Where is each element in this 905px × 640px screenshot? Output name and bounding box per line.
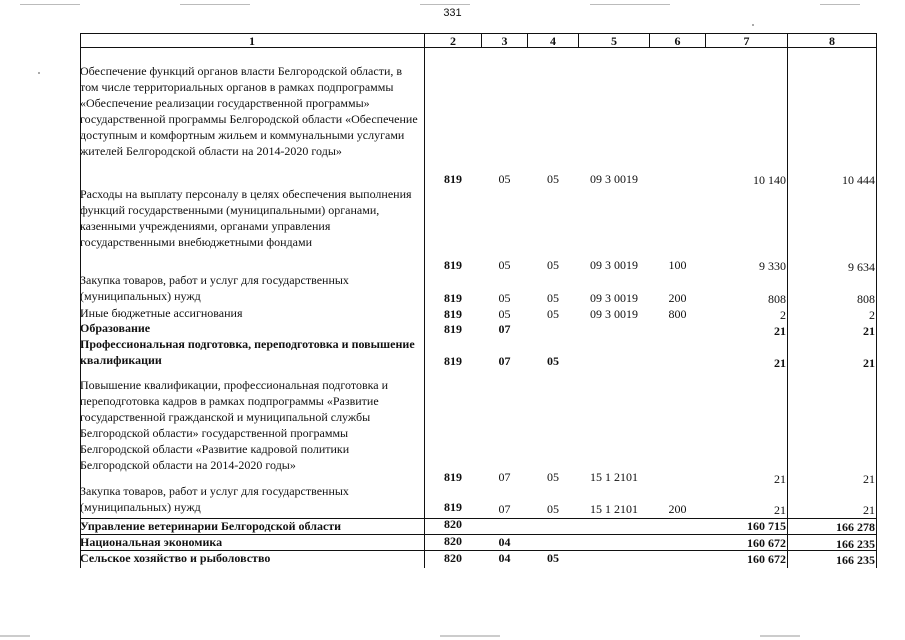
scan-artifact (440, 635, 500, 637)
cell-subsection: 05 (547, 354, 559, 368)
cell-admin-code: 819 (444, 500, 462, 514)
column-rule (876, 33, 877, 568)
scan-artifact (20, 4, 80, 5)
row-name: Расходы на выплату персоналу в целях обеспечения выполнения функций государственными (муниципальными) органами, казенными учреждениями, органами управления государственными внебюджетными фондами (80, 187, 412, 249)
header-col-1: 1 (249, 34, 255, 48)
cell-amount-col8: 166 235 (836, 537, 875, 551)
cell-target-article: 15 1 2101 (590, 470, 638, 484)
cell-amount-col7: 2 (780, 308, 786, 322)
cell-target-article: 09 3 0019 (590, 291, 638, 305)
cell-expense-type: 200 (668, 291, 687, 305)
cell-admin-code: 820 (444, 534, 462, 548)
page-number: 331 (443, 7, 462, 19)
row-name: Сельское хозяйство и рыболовство (80, 551, 271, 565)
cell-admin-code: 819 (444, 307, 462, 321)
cell-amount-col7: 21 (774, 472, 786, 486)
cell-admin-code: 819 (444, 322, 462, 336)
row-name: Закупка товаров, работ и услуг для государственных (муниципальных) нужд (80, 484, 349, 514)
cell-subsection: 05 (547, 258, 559, 272)
cell-target-article: 09 3 0019 (590, 307, 638, 321)
cell-amount-col7: 21 (774, 356, 786, 370)
cell-amount-col8: 2 (869, 308, 875, 322)
cell-amount-col7: 160 715 (747, 519, 786, 533)
scan-artifact (180, 4, 250, 5)
scan-artifact (38, 72, 40, 74)
cell-section: 07 (498, 322, 511, 336)
cell-amount-col7: 9 330 (759, 259, 786, 273)
cell-section: 05 (498, 172, 511, 186)
header-col-7: 7 (743, 34, 750, 48)
cell-expense-type: 200 (668, 502, 687, 516)
cell-amount-col7: 10 140 (753, 173, 786, 187)
cell-admin-code: 819 (444, 354, 462, 368)
header-col-3: 3 (501, 34, 508, 48)
cell-admin-code: 819 (444, 172, 462, 186)
header-col-6: 6 (674, 34, 681, 48)
cell-target-article: 09 3 0019 (590, 258, 638, 272)
row-name: Обеспечение функций органов власти Белгородской области, в том числе территориальных органов в рамках подпрограммы «Обеспечение реализации государственной программы» государственной программы Белгородской области «Обеспечение доступным и комфортным жильем и коммунальными услугами жителей Белгородской области на 2014-2020 годы» (80, 64, 418, 158)
cell-section: 05 (498, 307, 511, 321)
cell-subsection: 05 (547, 502, 559, 516)
scan-artifact (752, 24, 754, 26)
cell-expense-type: 800 (668, 307, 687, 321)
cell-subsection: 05 (547, 172, 559, 186)
cell-admin-code: 819 (444, 291, 462, 305)
column-rule (787, 33, 788, 568)
header-col-2: 2 (450, 34, 456, 48)
scan-artifact (820, 4, 860, 5)
header-col-5: 5 (611, 34, 617, 48)
cell-section: 07 (498, 354, 511, 368)
row-name: Закупка товаров, работ и услуг для государственных (муниципальных) нужд (80, 273, 349, 303)
cell-subsection: 05 (547, 470, 559, 484)
cell-target-article: 15 1 2101 (590, 502, 638, 516)
cell-admin-code: 820 (444, 551, 462, 565)
cell-target-article: 09 3 0019 (590, 172, 638, 186)
cell-amount-col8: 166 235 (836, 553, 875, 567)
cell-section: 04 (498, 551, 511, 565)
cell-amount-col8: 10 444 (842, 173, 875, 187)
cell-amount-col8: 21 (863, 472, 875, 486)
scan-artifact (590, 4, 670, 5)
row-name: Образование (80, 321, 151, 335)
cell-amount-col8: 21 (863, 503, 875, 517)
cell-amount-col7: 21 (774, 503, 786, 517)
cell-amount-col8: 166 278 (836, 520, 875, 534)
cell-amount-col7: 21 (774, 324, 786, 338)
cell-section: 05 (498, 258, 511, 272)
cell-subsection: 05 (547, 307, 559, 321)
header-col-4: 4 (550, 34, 556, 48)
cell-section: 07 (498, 502, 511, 516)
row-name: Национальная экономика (80, 535, 223, 549)
scan-artifact (0, 635, 30, 637)
row-name: Управление ветеринарии Белгородской области (80, 519, 342, 533)
cell-amount-col8: 9 634 (848, 260, 875, 274)
scan-artifact (760, 635, 800, 637)
cell-section: 07 (498, 470, 511, 484)
cell-section: 05 (498, 291, 511, 305)
cell-admin-code: 819 (444, 258, 462, 272)
cell-subsection: 05 (547, 291, 559, 305)
cell-amount-col8: 21 (863, 324, 875, 338)
row-name: Профессиональная подготовка, переподготовка и повышение квалификации (80, 337, 415, 367)
cell-amount-col7: 160 672 (747, 552, 786, 566)
scan-artifact (420, 4, 470, 5)
cell-amount-col8: 21 (863, 356, 875, 370)
cell-amount-col7: 808 (768, 292, 786, 306)
cell-subsection: 05 (547, 551, 559, 565)
row-name: Повышение квалификации, профессиональная подготовка и переподготовка кадров в рамках подпрограммы «Развитие государственной гражданской и муниципальной службы Белгородской области» государственной программы Белгородской области «Развитие кадровой политики Белгородской области на 2014-2020 годы» (80, 378, 389, 472)
cell-amount-col7: 160 672 (747, 536, 786, 550)
cell-admin-code: 819 (444, 470, 462, 484)
cell-amount-col8: 808 (857, 292, 875, 306)
cell-admin-code: 820 (444, 517, 462, 531)
cell-section: 04 (498, 535, 511, 549)
row-name: Иные бюджетные ассигнования (80, 306, 243, 320)
header-col-8: 8 (829, 34, 835, 48)
cell-expense-type: 100 (668, 258, 687, 272)
